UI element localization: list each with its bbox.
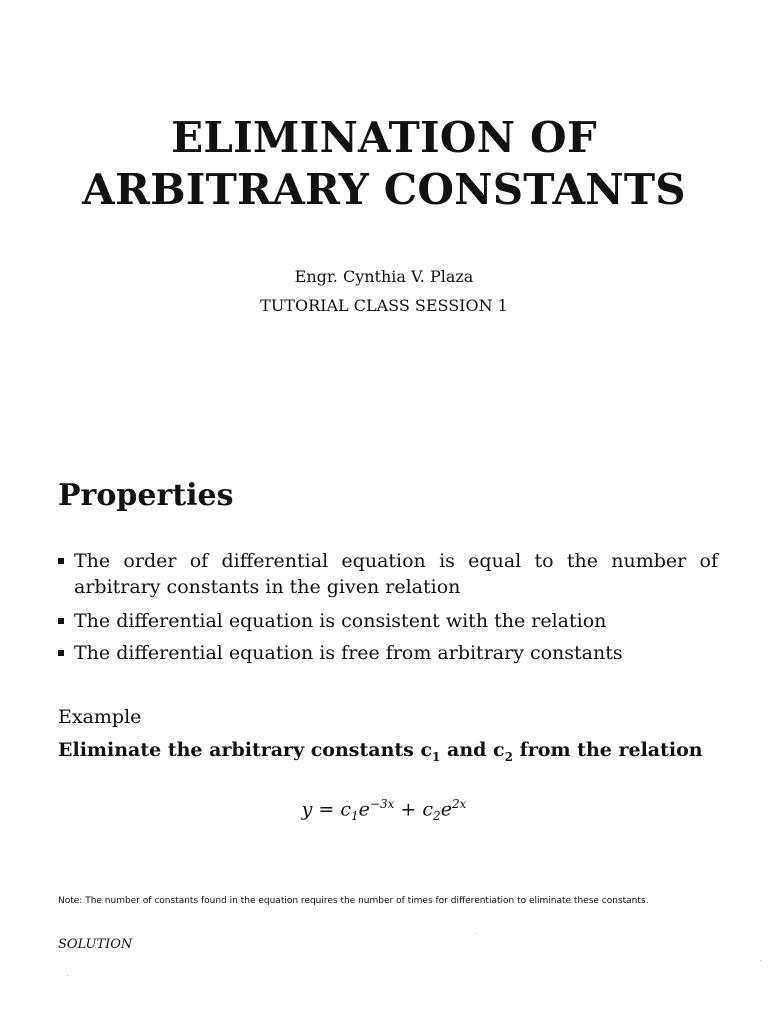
equation-c2-sub: 2 [433, 809, 441, 824]
equation-e1: e [358, 798, 370, 821]
example-text-middle: and c [440, 739, 505, 761]
list-item-text: The differential equation is free from arbitrary constants [74, 642, 623, 664]
author-name: Engr. Cynthia V. Plaza [294, 267, 474, 286]
speck-mark [67, 975, 68, 976]
section-heading: Properties [58, 478, 234, 513]
session-label: TUTORIAL CLASS SESSION 1 [260, 296, 508, 315]
title-line-1: ELIMINATION OF [171, 113, 597, 162]
speck-mark [760, 960, 761, 961]
equation-c2: c [422, 798, 434, 821]
square-bullet-icon [58, 558, 64, 564]
equation-c1-sub: 1 [351, 809, 359, 824]
subscript-2: 2 [504, 749, 513, 764]
document-title [0, 112, 768, 216]
equation-exp2: 2x [451, 797, 467, 811]
equation-c1: c [340, 798, 352, 821]
speck-mark [475, 933, 476, 934]
subscript-1: 1 [432, 749, 441, 764]
example-text-suffix: from the relation [512, 739, 703, 761]
properties-list [58, 548, 718, 672]
note-text: Note: The number of constants found in the equation requires the number of times for differentiation to eliminate these constants. [58, 896, 649, 906]
example-statement [58, 737, 703, 770]
equation-e2: e [440, 798, 452, 821]
list-item [58, 608, 718, 640]
list-item-text: The differential equation is consistent with the relation [74, 610, 607, 632]
list-item-text: The order of differential equation is equal to the number of arbitrary constants in the given relation [74, 550, 718, 598]
equation [0, 790, 768, 830]
example-text-prefix: Eliminate the arbitrary constants c [58, 739, 433, 761]
list-item [58, 548, 718, 608]
equation-exp1: −3x [369, 797, 395, 811]
solution-label: SOLUTION [58, 937, 133, 952]
example-label: Example [58, 706, 142, 728]
equation-plus: + [394, 798, 423, 821]
list-item [58, 640, 718, 672]
square-bullet-icon [58, 618, 64, 624]
square-bullet-icon [58, 650, 64, 656]
equation-lhs: y = [301, 798, 341, 821]
title-line-2: ARBITRARY CONSTANTS [82, 165, 686, 214]
